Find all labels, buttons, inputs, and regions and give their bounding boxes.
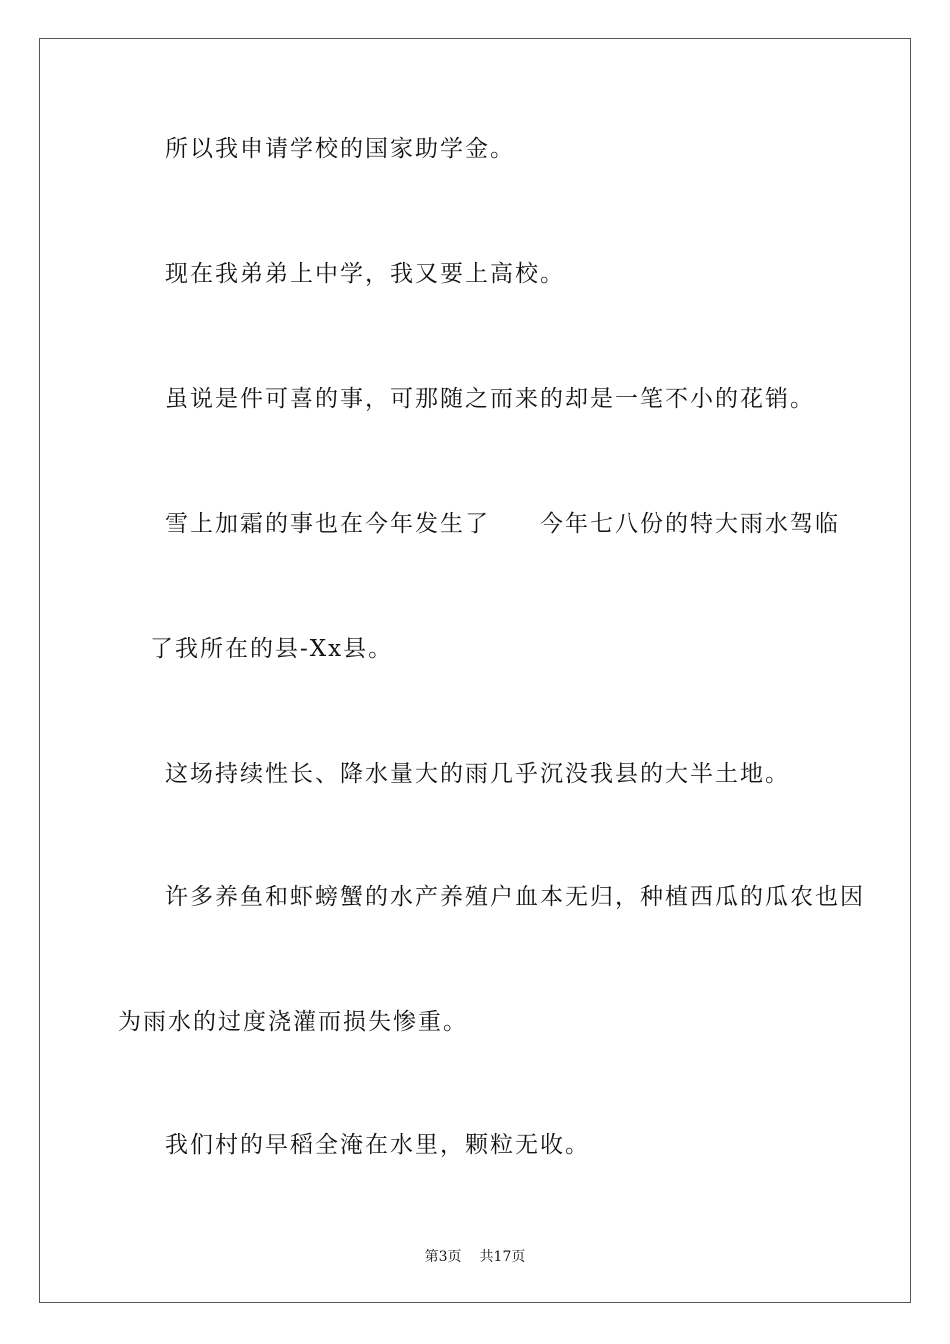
text-line: 为雨水的过度浇灌而损失惨重。 <box>118 1009 468 1035</box>
text-line: 许多养鱼和虾螃蟹的水产养殖户血本无归，种植西瓜的瓜农也因 <box>165 884 865 910</box>
text-line: 我们村的早稻全淹在水里，颗粒无收。 <box>165 1132 590 1158</box>
page-border <box>39 38 911 1303</box>
text-line: 虽说是件可喜的事，可那随之而来的却是一笔不小的花销。 <box>165 386 815 412</box>
page-number: 第3页 <box>424 1249 462 1265</box>
text-line: 现在我弟弟上中学，我又要上高校。 <box>165 261 565 287</box>
text-line: 雪上加霜的事也在今年发生了 <box>165 511 490 537</box>
text-line: 这场持续性长、降水量大的雨几乎沉没我县的大半土地。 <box>165 761 790 787</box>
total-pages: 共17页 <box>479 1249 526 1265</box>
text-line: 今年七八份的特大雨水驾临 <box>540 511 840 537</box>
page-footer <box>0 1247 950 1267</box>
text-line: 了我所在的县-Xx县。 <box>150 636 394 662</box>
text-line: 所以我申请学校的国家助学金。 <box>165 136 515 162</box>
